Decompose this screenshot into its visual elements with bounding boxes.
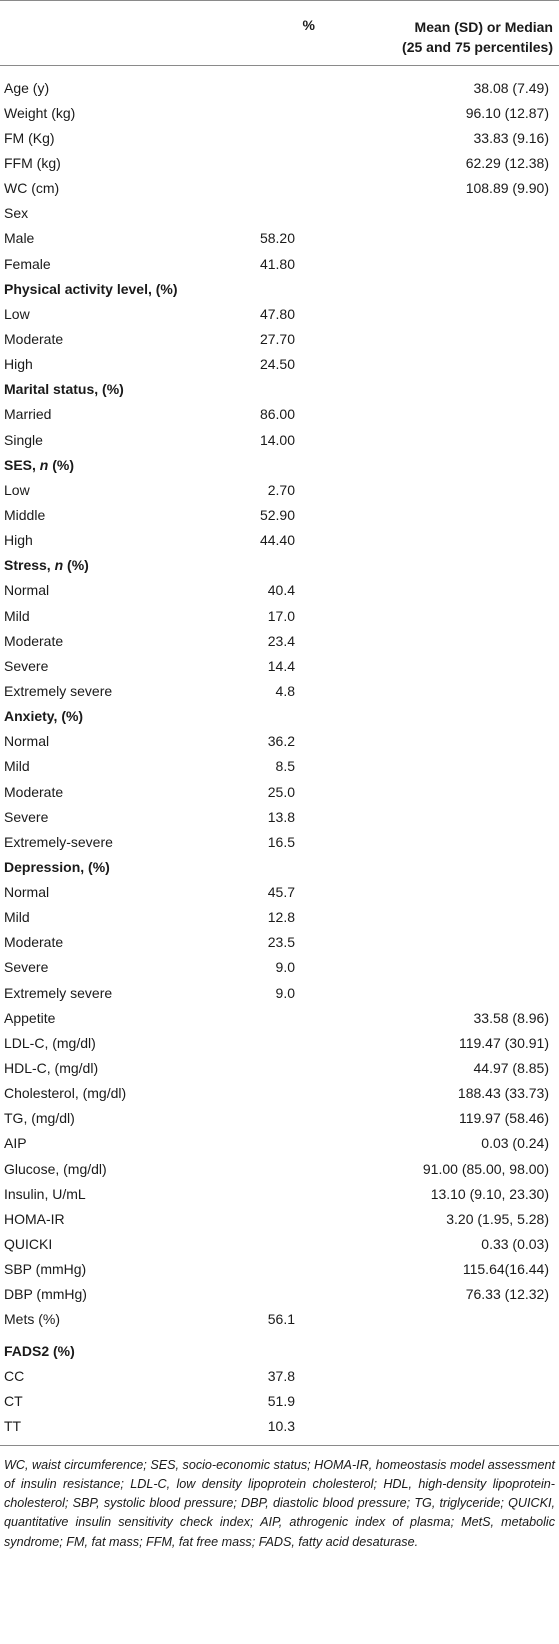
- section-header-row: [0, 452, 559, 477]
- row-label: Moderate: [4, 330, 64, 347]
- percent-cell: 41.80: [259, 255, 295, 272]
- table-row: [0, 326, 559, 351]
- row-label: Severe: [4, 959, 49, 976]
- row-label: Extremely severe: [4, 984, 113, 1001]
- percent-cell: 10.3: [267, 1418, 295, 1435]
- table-row: [0, 352, 559, 377]
- section-label: Physical activity level, (%): [4, 280, 178, 297]
- percent-cell: 9.0: [275, 959, 295, 976]
- row-label: Female: [4, 255, 51, 272]
- mean-cell: 33.83 (9.16): [473, 129, 549, 146]
- table-row: [0, 251, 559, 276]
- table-row: [0, 1206, 559, 1231]
- percent-cell: 23.4: [267, 632, 295, 649]
- table-row: [0, 150, 559, 175]
- mean-cell: 38.08 (7.49): [473, 79, 549, 96]
- table-row: [0, 779, 559, 804]
- table-row: [0, 653, 559, 678]
- percent-cell: 44.40: [259, 532, 295, 549]
- mean-cell: 96.10 (12.87): [465, 104, 549, 121]
- row-label: QUICKI: [4, 1236, 53, 1253]
- table-row: [0, 427, 559, 452]
- mean-cell: 108.89 (9.90): [465, 180, 549, 197]
- section-label: Anxiety, (%): [4, 708, 84, 725]
- row-label: CT: [4, 1392, 23, 1409]
- table-row: [0, 754, 559, 779]
- mean-cell: 0.03 (0.24): [481, 1135, 549, 1152]
- row-label: Extremely severe: [4, 682, 113, 699]
- row-label: Male: [4, 230, 35, 247]
- table-row: [0, 1307, 559, 1332]
- section-label: SES, n (%): [4, 456, 75, 473]
- row-label: Married: [4, 406, 52, 423]
- table-row: [0, 1081, 559, 1106]
- table-row: [0, 176, 559, 201]
- row-label: Moderate: [4, 632, 64, 649]
- mean-cell: 0.33 (0.03): [481, 1236, 549, 1253]
- percent-cell: 37.8: [267, 1367, 295, 1384]
- percent-cell: 23.5: [267, 934, 295, 951]
- table-row: [0, 980, 559, 1005]
- percent-cell: 13.8: [267, 808, 295, 825]
- table-row: [0, 729, 559, 754]
- row-label: High: [4, 356, 33, 373]
- table-body: [0, 66, 559, 1439]
- header-label-cell: [0, 3, 230, 65]
- percent-cell: 27.70: [259, 330, 295, 347]
- table-footnote: WC, waist circumference; SES, socio-economic status; HOMA-IR, homeostasis model assessment of insulin resistance; LDL-C, low density lipoprotein cholesterol; HDL, high-density lipoprotein-cholesterol; SBP, systolic blood pressure; DBP, diastolic blood pressure; TG, triglyceride; QUICKI, quantitative insulin sensitivity check index; AIP, athrogenic index of plasma; MetS, metabolic syndrome; FM, fat mass; FFM, fat free mass; FADS, fatty acid desaturase.: [4, 1457, 555, 1549]
- header-percent: %: [302, 17, 315, 33]
- table-row: [0, 1156, 559, 1181]
- row-label: Severe: [4, 657, 49, 674]
- section-label: Depression, (%): [4, 858, 110, 875]
- table-row: [0, 201, 559, 226]
- table-row: [0, 226, 559, 251]
- table-row: [0, 1030, 559, 1055]
- row-label: Normal: [4, 582, 50, 599]
- percent-cell: 56.1: [267, 1311, 295, 1328]
- percent-cell: 24.50: [259, 356, 295, 373]
- mean-cell: 62.29 (12.38): [465, 154, 549, 171]
- mean-cell: 188.43 (33.73): [457, 1085, 549, 1102]
- percent-cell: 58.20: [259, 230, 295, 247]
- percent-cell: 9.0: [275, 984, 295, 1001]
- row-label: TG, (mg/dl): [4, 1110, 75, 1127]
- table-row: [0, 1363, 559, 1388]
- table-row: [0, 1413, 559, 1438]
- table-row: [0, 402, 559, 427]
- table-row: [0, 930, 559, 955]
- table-row: [0, 905, 559, 930]
- mean-cell: 3.20 (1.95, 5.28): [446, 1210, 549, 1227]
- mean-cell: 76.33 (12.32): [465, 1286, 549, 1303]
- row-label: Mild: [4, 607, 30, 624]
- mean-cell: 13.10 (9.10, 23.30): [430, 1185, 549, 1202]
- section-label: FADS2 (%): [4, 1342, 75, 1359]
- row-label: AIP: [4, 1135, 27, 1152]
- row-label: TT: [4, 1418, 22, 1435]
- mean-cell: 44.97 (8.85): [473, 1060, 549, 1077]
- row-label: Glucose, (mg/dl): [4, 1160, 107, 1177]
- row-label: Insulin, U/mL: [4, 1185, 86, 1202]
- percent-cell: 14.4: [267, 657, 295, 674]
- row-label: Normal: [4, 884, 50, 901]
- table-row: [0, 829, 559, 854]
- table-row: [0, 100, 559, 125]
- table-row: [0, 301, 559, 326]
- row-label: Cholesterol, (mg/dl): [4, 1085, 127, 1102]
- percent-cell: 8.5: [275, 758, 295, 775]
- row-label: Severe: [4, 808, 49, 825]
- table-row: [0, 502, 559, 527]
- mean-cell: 119.47 (30.91): [458, 1034, 549, 1051]
- table-row: [0, 628, 559, 653]
- mean-cell: 119.97 (58.46): [458, 1110, 549, 1127]
- table-row: [0, 1231, 559, 1256]
- section-header-row: [0, 377, 559, 402]
- section-header-row: [0, 854, 559, 879]
- row-label: Mild: [4, 758, 30, 775]
- row-label: WC (cm): [4, 180, 60, 197]
- percent-cell: 86.00: [259, 406, 295, 423]
- table-row: [0, 75, 559, 100]
- percent-cell: 16.5: [267, 833, 295, 850]
- row-label: FM (Kg): [4, 129, 55, 146]
- table-header: [0, 1, 559, 65]
- percent-cell: 14.00: [259, 431, 295, 448]
- section-label: Stress, n (%): [4, 557, 89, 574]
- percent-cell: 17.0: [267, 607, 295, 624]
- section-header-row: [0, 276, 559, 301]
- header-mean-line2: (25 and 75 percentiles): [402, 39, 553, 55]
- row-label: Single: [4, 431, 43, 448]
- percent-cell: 12.8: [267, 909, 295, 926]
- table-row: [0, 1388, 559, 1413]
- row-label: Sex: [4, 205, 29, 222]
- row-label: CC: [4, 1367, 25, 1384]
- percent-cell: 4.8: [275, 682, 295, 699]
- percent-cell: 47.80: [259, 305, 295, 322]
- row-label: Normal: [4, 733, 50, 750]
- row-label: Moderate: [4, 783, 64, 800]
- table-row: [0, 955, 559, 980]
- table-row: [0, 880, 559, 905]
- percent-cell: 2.70: [267, 481, 295, 498]
- table-row: [0, 1257, 559, 1282]
- percent-cell: 52.90: [259, 506, 295, 523]
- mean-cell: 33.58 (8.96): [473, 1009, 549, 1026]
- row-label: SBP (mmHg): [4, 1261, 87, 1278]
- mean-cell: 91.00 (85.00, 98.00): [422, 1160, 549, 1177]
- row-label: Age (y): [4, 79, 50, 96]
- table-row: [0, 1055, 559, 1080]
- table-row: [0, 678, 559, 703]
- table-row: [0, 603, 559, 628]
- section-header-row: [0, 704, 559, 729]
- row-label: HOMA-IR: [4, 1210, 65, 1227]
- table-row: [0, 1181, 559, 1206]
- percent-cell: 45.7: [267, 884, 295, 901]
- row-label: Middle: [4, 506, 46, 523]
- row-label: Low: [4, 305, 30, 322]
- row-label: DBP (mmHg): [4, 1286, 87, 1303]
- section-header-row: [0, 1338, 559, 1363]
- row-label: Low: [4, 481, 30, 498]
- row-label: High: [4, 532, 33, 549]
- table-row: [0, 1106, 559, 1131]
- row-label: FFM (kg): [4, 154, 61, 171]
- row-label: LDL-C, (mg/dl): [4, 1034, 96, 1051]
- header-mean: [315, 3, 559, 65]
- table-row: [0, 528, 559, 553]
- section-label: Marital status, (%): [4, 381, 124, 398]
- row-label: Mets (%): [4, 1311, 60, 1328]
- row-label: Extremely-severe: [4, 833, 113, 850]
- mean-cell: 115.64(16.44): [462, 1261, 549, 1278]
- table-row: [0, 125, 559, 150]
- table-row: [0, 1131, 559, 1156]
- row-label: Appetite: [4, 1009, 56, 1026]
- row-label: Moderate: [4, 934, 64, 951]
- table-row: [0, 1005, 559, 1030]
- row-label: Weight (kg): [4, 104, 76, 121]
- row-label: HDL-C, (mg/dl): [4, 1060, 99, 1077]
- table-row: [0, 804, 559, 829]
- table-row: [0, 578, 559, 603]
- section-header-row: [0, 553, 559, 578]
- percent-cell: 25.0: [267, 783, 295, 800]
- row-label: Mild: [4, 909, 30, 926]
- percent-cell: 36.2: [267, 733, 295, 750]
- header-mean-line1: Mean (SD) or Median: [414, 19, 553, 35]
- table-row: [0, 477, 559, 502]
- percent-cell: 51.9: [267, 1392, 295, 1409]
- table-row: [0, 1282, 559, 1307]
- percent-cell: 40.4: [267, 582, 295, 599]
